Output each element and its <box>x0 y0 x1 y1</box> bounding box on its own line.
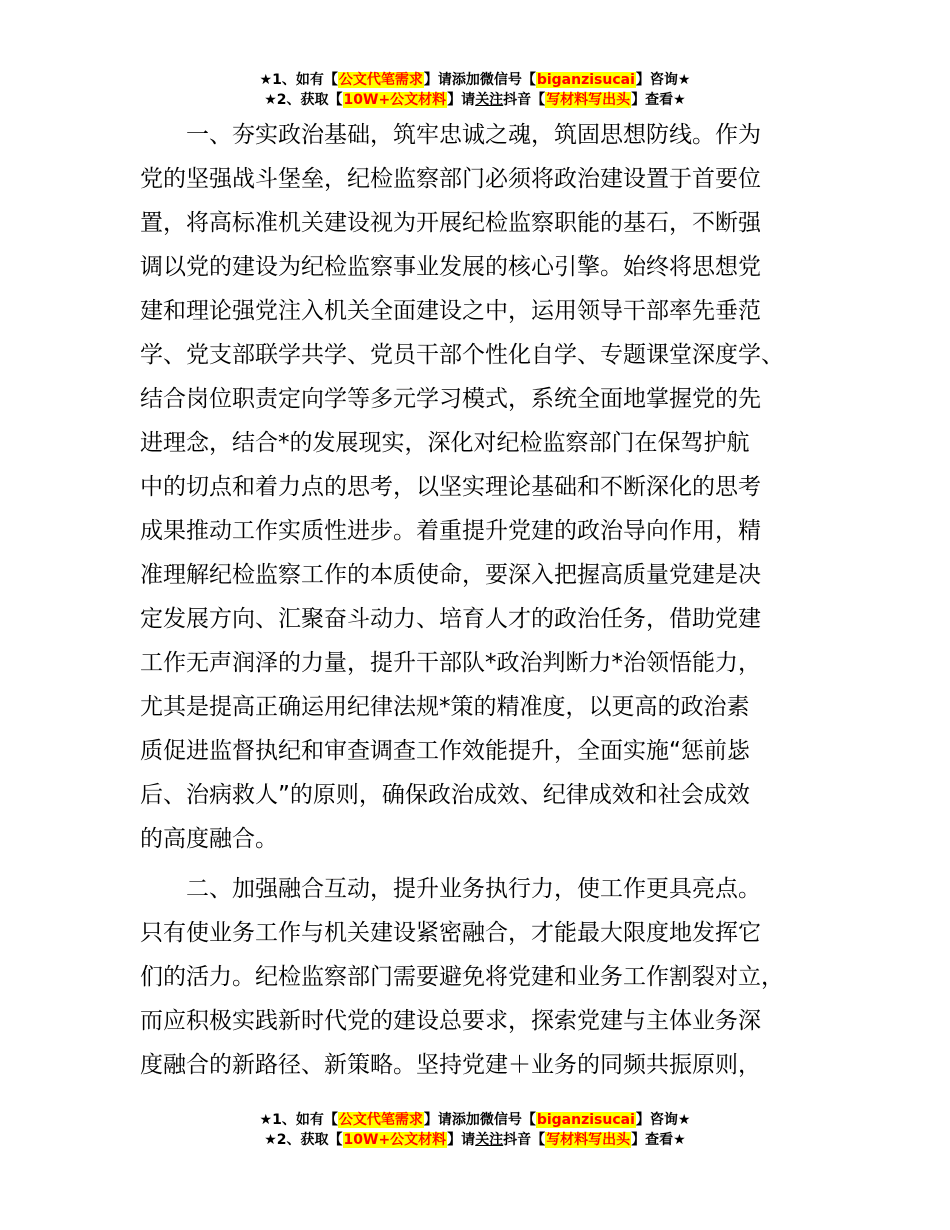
banner-text: 】咨询★ <box>635 72 691 88</box>
douyin-account-highlight: 写材料写出头 <box>546 1132 631 1148</box>
paragraph-1-line: 质促进监督执纪和审查调查工作效能提升，全面实施“惩前毖 <box>140 738 750 764</box>
paragraph-1-line: 党的坚强战斗堡垒，纪检监察部门必须将政治建设置于首要位 <box>140 166 761 192</box>
banner-highlight: 10W+公文材料 <box>343 92 447 108</box>
paragraph-2-line: 而应积极实践新时代党的建设总要求，探索党建与主体业务深 <box>140 1008 761 1034</box>
paragraph-1-line: 准理解纪检监察工作的本质使命，要深入把握高质量党建是决 <box>140 562 761 588</box>
wechat-id-highlight: biganzisucai <box>536 1112 635 1128</box>
paragraph-1-line: 的高度融合。 <box>140 826 278 852</box>
banner-text: 】请 <box>447 1132 476 1148</box>
banner-text: 】查看★ <box>631 1132 686 1148</box>
banner-underlined-text: 关注 <box>475 1132 504 1148</box>
paragraph-1-line: 结合岗位职责定向学等多元学习模式，系统全面地掌握党的先 <box>140 386 761 412</box>
banner-highlight: 公文代笔需求 <box>338 72 423 88</box>
paragraph-1-line: 调以党的建设为纪检监察事业发展的核心引擎。始终将思想党 <box>140 254 761 280</box>
banner-text: 】咨询★ <box>635 1112 691 1128</box>
banner-text: ★2、获取【 <box>264 1132 343 1148</box>
banner-text: 】请添加微信号【 <box>423 1112 536 1128</box>
banner-text: 】请 <box>447 92 476 108</box>
paragraph-1-line: 进理念，结合*的发展现实，深化对纪检监察部门在保驾护航 <box>140 430 750 456</box>
paragraph-1-line: 建和理论强党注入机关全面建设之中，运用领导干部率先垂范 <box>140 298 761 324</box>
banner-text: 】请添加微信号【 <box>423 72 536 88</box>
paragraph-1-line: 一、夯实政治基础，筑牢忠诚之魂，筑固思想防线。作为 <box>140 122 761 148</box>
banner-text: 抖音【 <box>503 92 546 108</box>
banner-underlined-text: 关注 <box>475 92 504 108</box>
banner-text: ★1、如有【 <box>259 1112 338 1128</box>
banner-text: ★1、如有【 <box>259 72 338 88</box>
paragraph-1-line: 成果推动工作实质性进步。着重提升党建的政治导向作用，精 <box>140 518 761 544</box>
banner-line-2 <box>0 1130 950 1150</box>
paragraph-2-line: 们的活力。纪检监察部门需要避免将党建和业务工作割裂对立， <box>140 964 784 990</box>
paragraph-2-line: 二、加强融合互动，提升业务执行力，使工作更具亮点。 <box>140 876 761 902</box>
banner-highlight: 10W+公文材料 <box>343 1132 447 1148</box>
banner-text: 】查看★ <box>631 92 686 108</box>
banner-line-1 <box>0 70 950 90</box>
paragraph-1-line: 学、党支部联学共学、党员干部个性化自学、专题课堂深度学、 <box>140 342 784 368</box>
douyin-account-highlight: 写材料写出头 <box>546 92 631 108</box>
paragraph-1-line: 后、治病救人”的原则，确保政治成效、纪律成效和社会成效 <box>140 782 750 808</box>
paragraph-2-line: 度融合的新路径、新策略。坚持党建＋业务的同频共振原则， <box>140 1052 761 1078</box>
paragraph-1-line: 中的切点和着力点的思考，以坚实理论基础和不断深化的思考 <box>140 474 761 500</box>
paragraph-1-line: 定发展方向、汇聚奋斗动力、培育人才的政治任务，借助党建 <box>140 606 761 632</box>
paragraph-2-line: 只有使业务工作与机关建设紧密融合，才能最大限度地发挥它 <box>140 920 761 946</box>
paragraph-1-line: 置，将高标准机关建设视为开展纪检监察职能的基石，不断强 <box>140 210 761 236</box>
wechat-id-highlight: biganzisucai <box>536 72 635 88</box>
banner-line-2 <box>0 90 950 110</box>
banner-highlight: 公文代笔需求 <box>338 1112 423 1128</box>
banner-text: 抖音【 <box>503 1132 546 1148</box>
paragraph-1-line: 尤其是提高正确运用纪律法规*策的精准度，以更高的政治素 <box>140 694 750 720</box>
banner-line-1 <box>0 1110 950 1130</box>
paragraph-1-line: 工作无声润泽的力量，提升干部队*政治判断力*治领悟能力， <box>140 650 761 676</box>
header-banner <box>0 70 950 110</box>
footer-banner <box>0 1110 950 1150</box>
banner-text: ★2、获取【 <box>264 92 343 108</box>
